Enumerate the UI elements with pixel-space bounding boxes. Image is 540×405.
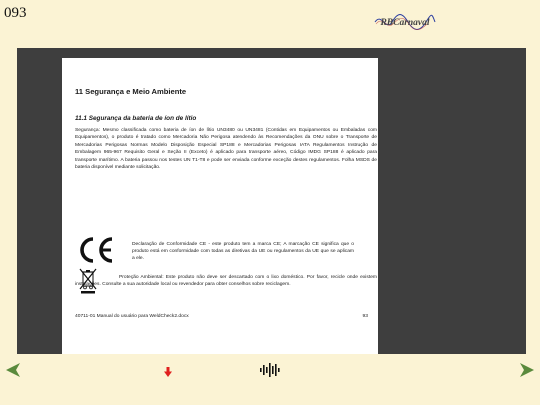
subsection-title: 11.1 Segurança da bateria de íon de lítio [75, 115, 197, 122]
section-title: 11 Segurança e Meio Ambiente [75, 87, 187, 96]
footer-page-number: 93 [362, 314, 368, 319]
ce-declaration: Declaração de Conformidade CE - este produto tem a marca CE; A marcação CE significa que o produto está em conformidade com todas as diretivas da UE ou regulamentos da UE que se aplicam a ele. [132, 242, 354, 262]
environment-paragraph: Proteção Ambiental: Este produto não deve ser descartado com o lixo doméstico. Por favor, recicle onde existem instalações. Consulte a sua autoridade local ou revendedor para obter conselhos sobre reciclagem. [75, 275, 377, 288]
download-button[interactable] [164, 367, 172, 377]
right-arrow-icon [520, 363, 534, 377]
logo-text: RBCarnaval [380, 18, 430, 28]
ce-mark-icon [76, 236, 116, 264]
safety-paragraph: Segurança: Mesmo classificada como bateria de íon de lítio UN3480 ou UN3481 (Contidas em Equipamentos ou Embaladas com Equipamentos), o produto é tratado como Mercadoria Não Perigosa atendendo às Recomendações da ONU sobre o Transporte de Mercadorias Perigosas Normas Modelo Disposição Especial SP188 e Mercadorias Perigosas IATA Regulamentos Instrução de Embalagem 965-967 Requisito Geral e Seção II (Exceto) é aplicado para transporte aéreo, Código IMDG SP188 é aplicado para transporte marítimo. A bateria passou nos testes UN T1-T8 e pode ser enviada conforme exceção destes regulamentos. Folha MSDS de bateria disponível mediante solicitação. [75, 128, 377, 171]
left-arrow-icon [6, 363, 20, 377]
audio-button[interactable] [260, 363, 280, 377]
audio-waveform-icon [260, 363, 280, 377]
previous-page-button[interactable] [6, 363, 20, 377]
document-page [62, 58, 378, 354]
down-arrow-icon [164, 367, 172, 377]
page-number: 093 [4, 5, 27, 21]
footer-filename: 40711-01 Manual do usuário para WeldCheck2.docx [75, 314, 189, 319]
rbcarnaval-logo [374, 10, 436, 34]
next-page-button[interactable] [520, 363, 534, 377]
